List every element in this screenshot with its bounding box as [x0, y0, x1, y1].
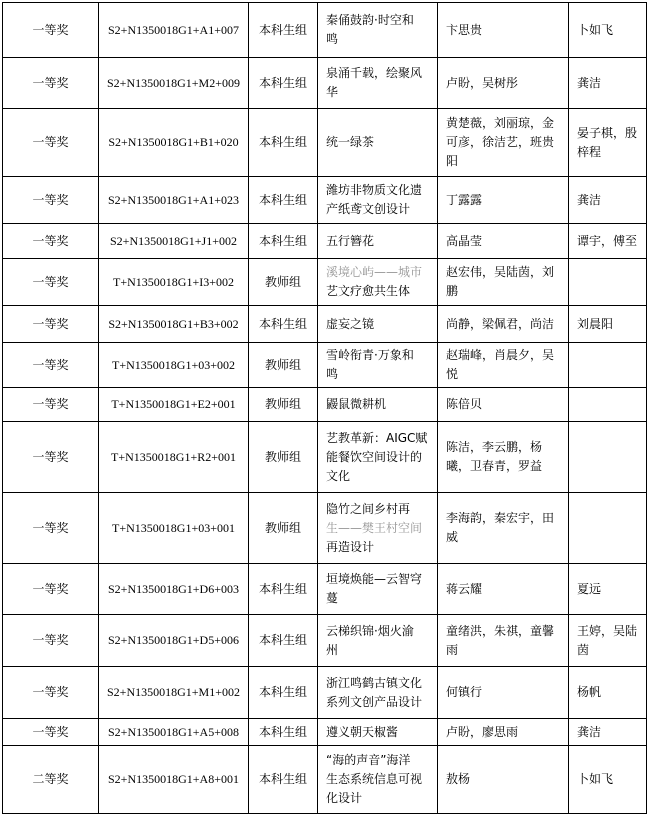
code-cell: T+N1350018G1+I3+002	[99, 259, 249, 306]
table-row	[3, 615, 647, 667]
awards-table	[2, 2, 647, 814]
advisor-cell: 卜如飞	[569, 3, 647, 58]
award-cell: 一等奖	[3, 667, 99, 719]
title-line: 华	[326, 85, 339, 99]
authors-cell: 赵瑞峰，肖晨夕，吴悦	[438, 343, 569, 388]
authors-cell: 高晶莹	[438, 224, 569, 259]
title-line: 云梯织锦·烟火渝	[326, 623, 414, 638]
advisor-cell: 卜如飞	[569, 746, 647, 814]
award-cell: 一等奖	[3, 3, 99, 58]
group-cell: 本科生组	[249, 58, 318, 109]
award-cell: 一等奖	[3, 493, 99, 564]
code-cell: S2+N1350018G1+M1+002	[99, 667, 249, 719]
award-cell: 一等奖	[3, 109, 99, 177]
award-cell: 一等奖	[3, 564, 99, 615]
title-line: 溪境心屿——城市	[326, 265, 423, 279]
advisor-cell: 夏远	[569, 564, 647, 615]
title-cell	[318, 746, 438, 814]
group-cell: 本科生组	[249, 3, 318, 58]
authors-cell: 陈洁，李云鹏，杨曦，卫春青，罗益	[438, 422, 569, 493]
title-line: 遵义朝天椒酱	[326, 724, 399, 739]
title-cell	[318, 343, 438, 388]
group-cell: 本科生组	[249, 306, 318, 343]
code-cell: T+N1350018G1+E2+001	[99, 388, 249, 422]
table-row	[3, 719, 647, 746]
award-cell: 一等奖	[3, 177, 99, 224]
table-row	[3, 259, 647, 306]
advisor-cell: 刘晨阳	[569, 306, 647, 343]
code-cell: S2+N1350018G1+D6+003	[99, 564, 249, 615]
title-line: 化设计	[326, 791, 363, 805]
title-line: “海的声音”海洋	[326, 753, 411, 767]
group-cell: 教师组	[249, 343, 318, 388]
authors-cell: 卢盼，吴树彤	[438, 58, 569, 109]
group-cell: 本科生组	[249, 564, 318, 615]
award-cell: 二等奖	[3, 746, 99, 814]
group-cell: 本科生组	[249, 109, 318, 177]
code-cell: T+N1350018G1+03+001	[99, 493, 249, 564]
table-row	[3, 343, 647, 388]
group-cell: 本科生组	[249, 667, 318, 719]
award-cell: 一等奖	[3, 719, 99, 746]
title-cell	[318, 177, 438, 224]
title-line: 州	[326, 642, 339, 657]
group-cell: 本科生组	[249, 224, 318, 259]
advisor-cell: 龚洁	[569, 177, 647, 224]
award-cell: 一等奖	[3, 343, 99, 388]
award-cell: 一等奖	[3, 306, 99, 343]
authors-cell: 李海韵，秦宏宇，田威	[438, 493, 569, 564]
title-cell	[318, 3, 438, 58]
title-line: 统一绿茶	[326, 135, 375, 149]
title-line: 垣境焕能—云智穹	[326, 572, 423, 586]
authors-cell: 童绪洪，朱祺，童馨雨	[438, 615, 569, 667]
authors-cell: 黄楚薇，刘丽琼，金可彦，徐洁艺，班贵阳	[438, 109, 569, 177]
title-cell	[318, 564, 438, 615]
title-cell	[318, 58, 438, 109]
table-row	[3, 746, 647, 814]
authors-cell: 蒋云耀	[438, 564, 569, 615]
title-line: 秦俑鼓韵·时空和	[326, 13, 414, 27]
title-line: 蔓	[326, 591, 339, 605]
advisor-cell: 谭宇，傅至	[569, 224, 647, 259]
advisor-cell: 杨帆	[569, 667, 647, 719]
award-cell: 一等奖	[3, 422, 99, 493]
title-line: 系列文创产品设计	[326, 694, 423, 709]
table-row	[3, 422, 647, 493]
title-cell	[318, 388, 438, 422]
table-row	[3, 493, 647, 564]
award-cell: 一等奖	[3, 615, 99, 667]
authors-cell: 卢盼，廖思雨	[438, 719, 569, 746]
table-row	[3, 177, 647, 224]
authors-cell: 赵宏伟，吴陆茵，刘鹏	[438, 259, 569, 306]
title-cell	[318, 667, 438, 719]
title-line: 泉涌千载，绘聚风	[326, 66, 423, 80]
group-cell: 本科生组	[249, 746, 318, 814]
code-cell: S2+N1350018G1+B1+020	[99, 109, 249, 177]
title-cell	[318, 306, 438, 343]
award-cell: 一等奖	[3, 259, 99, 306]
title-line: 艺教革新：AIGC赋	[326, 430, 428, 445]
title-line: 再造设计	[326, 539, 375, 554]
code-cell: S2+N1350018G1+A1+023	[99, 177, 249, 224]
title-line: 文化	[326, 468, 351, 483]
title-cell	[318, 109, 438, 177]
title-line: 虚妄之镜	[326, 316, 375, 331]
code-cell: S2+N1350018G1+B3+002	[99, 306, 249, 343]
group-cell: 本科生组	[249, 177, 318, 224]
table-row	[3, 667, 647, 719]
authors-cell: 陈倍贝	[438, 388, 569, 422]
award-cell: 一等奖	[3, 388, 99, 422]
table-row	[3, 224, 647, 259]
title-line: 生态系统信息可视	[326, 772, 423, 786]
advisor-cell	[569, 343, 647, 388]
table-row	[3, 388, 647, 422]
title-cell	[318, 615, 438, 667]
authors-cell: 敖杨	[438, 746, 569, 814]
group-cell: 教师组	[249, 422, 318, 493]
table-row	[3, 306, 647, 343]
advisor-cell	[569, 259, 647, 306]
title-cell	[318, 259, 438, 306]
title-line: 雪岭衔青·万象和	[326, 348, 414, 362]
title-line: 能餐饮空间设计的	[326, 449, 423, 464]
advisor-cell: 王婷，吴陆茵	[569, 615, 647, 667]
title-line: 艺文疗愈共生体	[326, 284, 411, 298]
authors-cell: 卞思贵	[438, 3, 569, 58]
group-cell: 教师组	[249, 493, 318, 564]
advisor-cell	[569, 388, 647, 422]
authors-cell: 丁露露	[438, 177, 569, 224]
group-cell: 本科生组	[249, 719, 318, 746]
title-line: 浙江鸣鹤古镇文化	[326, 675, 423, 690]
title-line: 鸣	[326, 32, 339, 46]
code-cell: S2+N1350018G1+J1+002	[99, 224, 249, 259]
authors-cell: 尚静，梁佩君，尚洁	[438, 306, 569, 343]
title-line: 五行簪花	[326, 233, 375, 248]
code-cell: S2+N1350018G1+A8+001	[99, 746, 249, 814]
group-cell: 教师组	[249, 259, 318, 306]
award-cell: 一等奖	[3, 58, 99, 109]
title-cell	[318, 493, 438, 564]
title-line: 鼹鼠微耕机	[326, 397, 387, 411]
title-line: 隐竹之间乡村再	[326, 501, 411, 516]
title-line: 产纸鸢文创设计	[326, 202, 411, 216]
table-row	[3, 3, 647, 58]
advisor-cell: 龚洁	[569, 719, 647, 746]
title-line: 生——樊王村空间	[326, 520, 423, 535]
title-cell	[318, 224, 438, 259]
awards-table-body	[3, 3, 647, 814]
table-row	[3, 564, 647, 615]
advisor-cell: 龚洁	[569, 58, 647, 109]
title-line: 鸣	[326, 367, 339, 381]
code-cell: T+N1350018G1+R2+001	[99, 422, 249, 493]
group-cell: 本科生组	[249, 615, 318, 667]
title-line: 潍坊非物质文化遗	[326, 183, 423, 197]
group-cell: 教师组	[249, 388, 318, 422]
code-cell: S2+N1350018G1+D5+006	[99, 615, 249, 667]
code-cell: S2+N1350018G1+A1+007	[99, 3, 249, 58]
code-cell: S2+N1350018G1+M2+009	[99, 58, 249, 109]
advisor-cell: 晏子棋，殷梓程	[569, 109, 647, 177]
title-cell	[318, 719, 438, 746]
table-row	[3, 109, 647, 177]
table-row	[3, 58, 647, 109]
code-cell: S2+N1350018G1+A5+008	[99, 719, 249, 746]
authors-cell: 何镇行	[438, 667, 569, 719]
advisor-cell	[569, 422, 647, 493]
title-cell	[318, 422, 438, 493]
advisor-cell	[569, 493, 647, 564]
code-cell: T+N1350018G1+03+002	[99, 343, 249, 388]
award-cell: 一等奖	[3, 224, 99, 259]
